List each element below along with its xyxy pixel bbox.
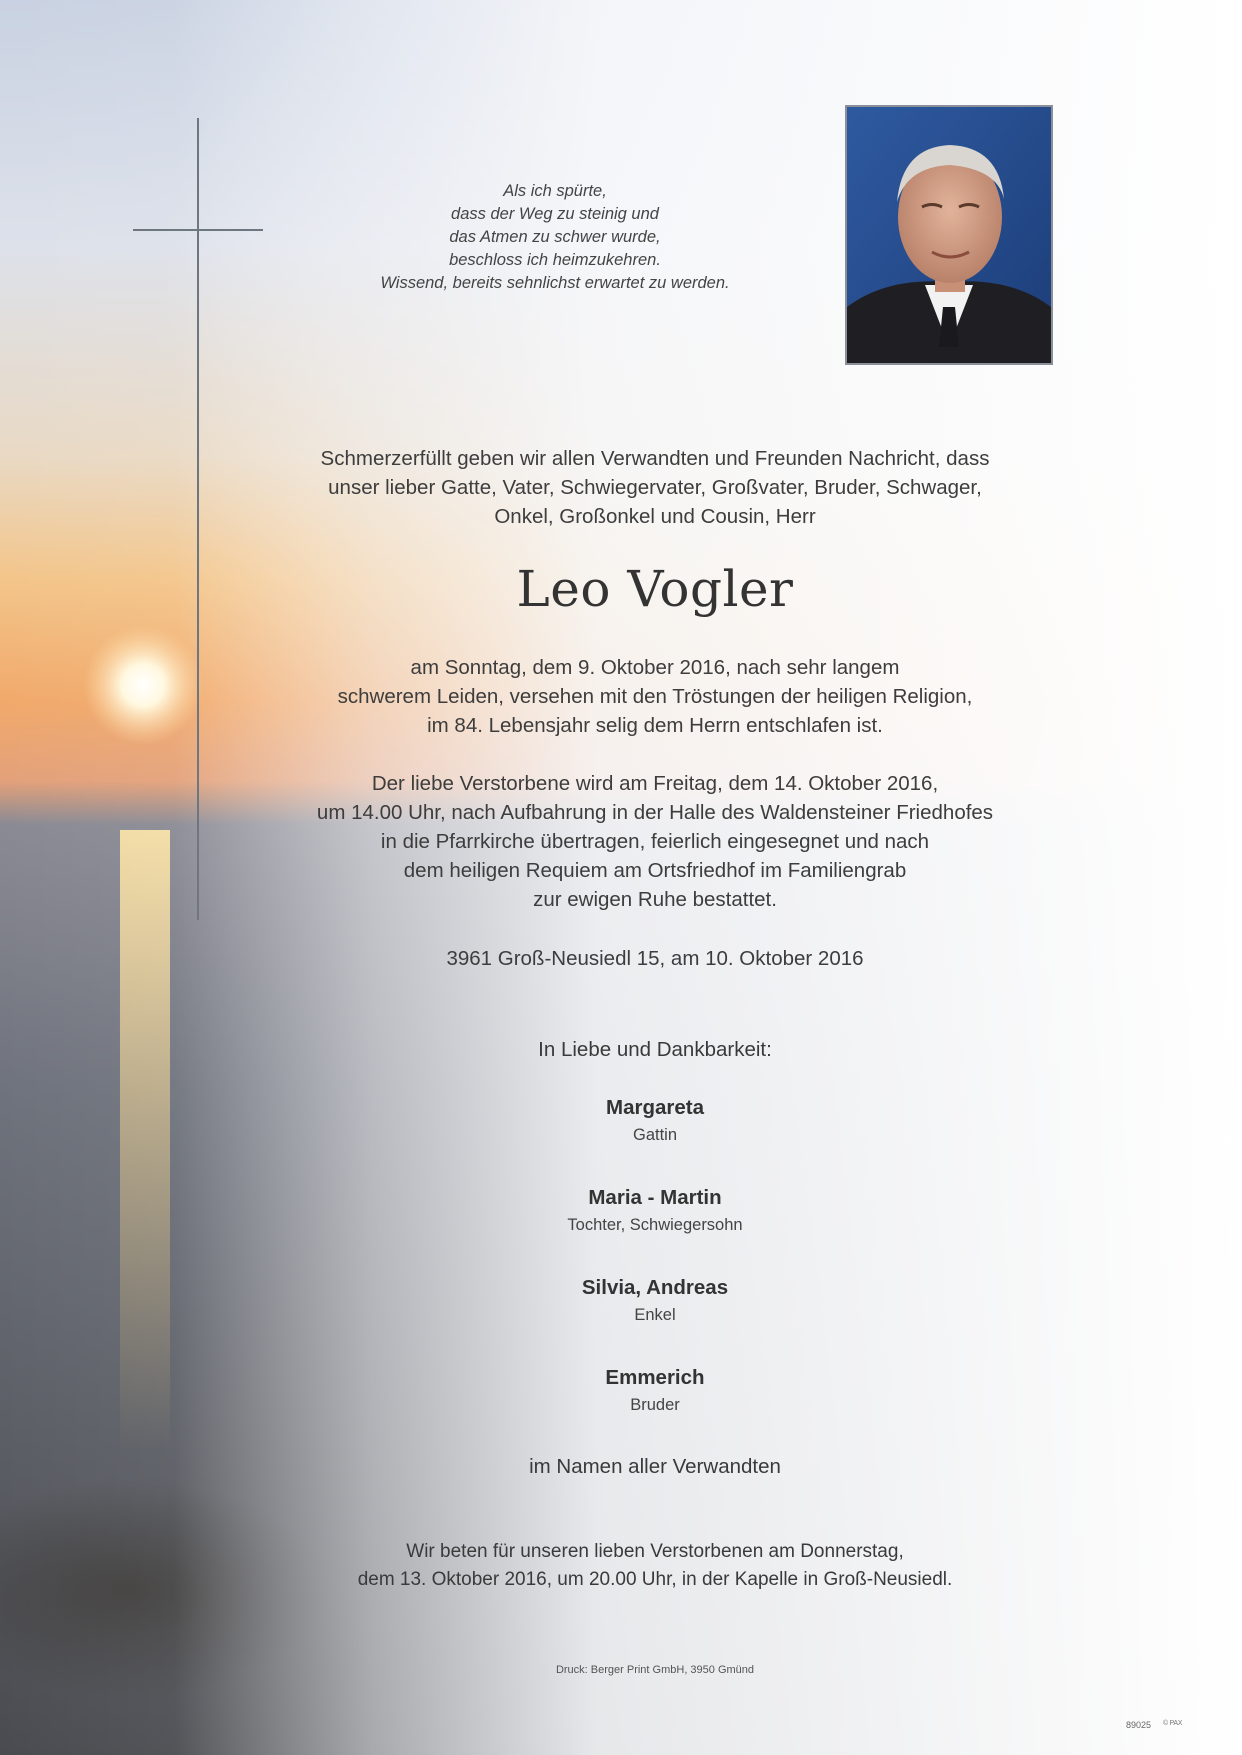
printer-credit: Druck: Berger Print GmbH, 3950 Gmünd (555, 1664, 755, 1676)
mourner-relation: Bruder (630, 1396, 680, 1414)
mourner-entry (400, 1276, 910, 1325)
mourner-relation: Enkel (634, 1306, 676, 1324)
funeral-line: dem heiligen Requiem am Ortsfriedhof im Familiengrab (403, 859, 907, 882)
funeral-line: in die Pfarrkirche übertragen, feierlich eingesegnet und nach (380, 830, 930, 853)
death-notice-line: im 84. Lebensjahr selig dem Herrn entschlafen ist. (427, 714, 883, 737)
deceased-name: Leo Vogler (516, 560, 794, 618)
mourner-name: Emmerich (605, 1366, 705, 1389)
prayer-line: Wir beten für unseren lieben Verstorbenen am Donnerstag, (406, 1541, 904, 1562)
place-date: 3961 Groß-Neusiedl 15, am 10. Oktober 2016 (446, 947, 864, 970)
funeral-line: Der liebe Verstorbene wird am Freitag, dem 14. Oktober 2016, (371, 772, 939, 795)
product-code: 89025 (1126, 1720, 1152, 1730)
poem-line: beschloss ich heimzukehren. (449, 251, 661, 269)
death-notice-line: schwerem Leiden, versehen mit den Tröstungen der heiligen Religion, (337, 685, 973, 708)
on-behalf-line: im Namen aller Verwandten (529, 1455, 781, 1478)
death-notice-line: am Sonntag, dem 9. Oktober 2016, nach sehr langem (410, 656, 900, 679)
prayer-line: dem 13. Oktober 2016, um 20.00 Uhr, in der Kapelle in Groß-Neusiedl. (357, 1569, 953, 1590)
portrait-photo (845, 105, 1053, 365)
cross-horizontal (133, 229, 263, 231)
mourner-relation: Tochter, Schwiegersohn (567, 1216, 743, 1234)
poem-line: dass der Weg zu steinig und (451, 205, 659, 223)
poem-line: Wissend, bereits sehnlichst erwartet zu werden. (380, 274, 730, 292)
mourner-entry (400, 1186, 910, 1235)
intro-line: Onkel, Großonkel und Cousin, Herr (494, 505, 816, 528)
poem-line: das Atmen zu schwer wurde, (449, 228, 661, 246)
mourner-relation: Gattin (632, 1126, 678, 1144)
intro-line: Schmerzerfüllt geben wir allen Verwandten und Freunden Nachricht, dass (320, 447, 990, 470)
mourner-name: Maria - Martin (588, 1186, 722, 1209)
mourner-name: Margareta (606, 1096, 704, 1119)
funeral-paragraph (260, 769, 1050, 914)
cross-vertical (197, 118, 199, 920)
funeral-line: um 14.00 Uhr, nach Aufbahrung in der Halle des Waldensteiner Friedhofes (316, 801, 994, 824)
mourner-entry (400, 1366, 910, 1415)
death-notice-paragraph (260, 653, 1050, 740)
intro-line: unser lieber Gatte, Vater, Schwiegervater, Großvater, Bruder, Schwager, (328, 476, 982, 499)
poem-line: Als ich spürte, (503, 182, 607, 200)
intro-paragraph (260, 444, 1050, 531)
prayer-paragraph (260, 1538, 1050, 1594)
funeral-line: zur ewigen Ruhe bestattet. (533, 888, 777, 911)
thanks-heading: In Liebe und Dankbarkeit: (538, 1038, 772, 1061)
poem (330, 180, 780, 295)
mourner-entry (400, 1096, 910, 1145)
printer-mark: © PAX (1163, 1720, 1183, 1727)
mourner-name: Silvia, Andreas (581, 1276, 729, 1299)
